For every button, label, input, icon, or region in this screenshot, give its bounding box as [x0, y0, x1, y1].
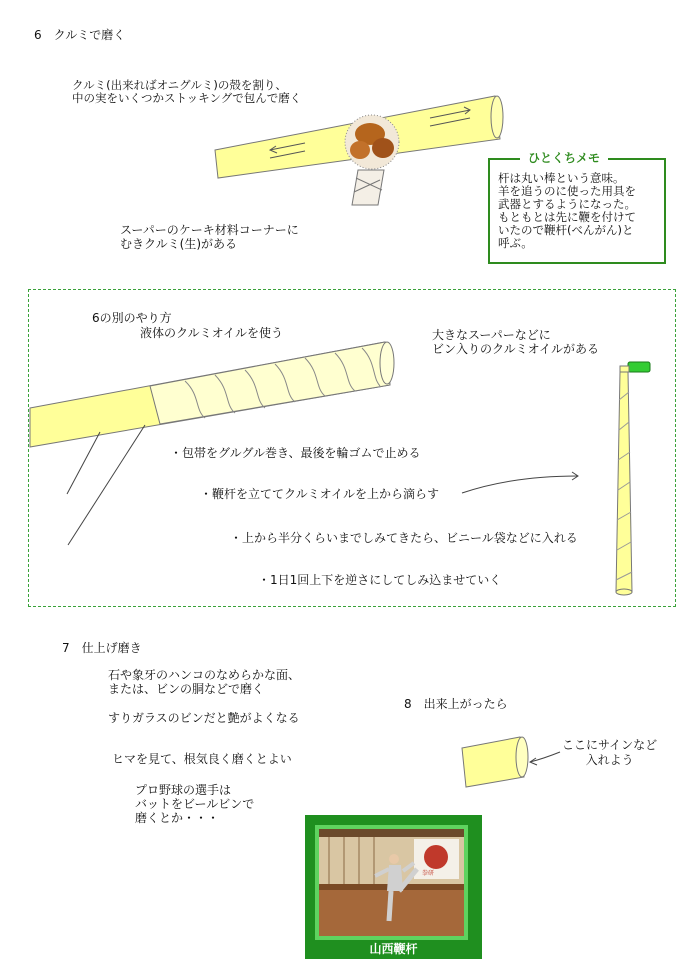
section7-line3: ヒマを見て、根気良く磨くとよい: [112, 752, 292, 766]
section8-heading: 8 出来上がったら: [404, 697, 508, 711]
section8-note: ここにサインなど 入れよう: [562, 738, 658, 767]
walnut-stocking-icon: [345, 115, 399, 205]
section7-heading: 7 仕上げ磨き: [62, 641, 142, 655]
section7-line2: すりガラスのビンだと艶がよくなる: [108, 711, 300, 725]
finished-stick-illustration: [462, 737, 560, 787]
martial-arts-photo: [315, 825, 468, 940]
photo-caption: 山西鞭杆: [369, 942, 418, 956]
section6-heading: 6 クルミで磨く: [34, 28, 126, 42]
section7-line1: 石や象牙のハンコのなめらかな面、 または、ビンの胴などで磨く: [108, 668, 301, 697]
alt-step-1: ・包帯をグルグル巻き、最後を輪ゴムで止める: [170, 446, 421, 460]
memo-body: 杆は丸い棒という意味。 羊を追うのに使った用具を 武器とするようになった。 もともとは先に鞭を付けて いたので鞭杆(べんがん)と 呼ぶ。: [498, 171, 636, 250]
alt-step-3: ・上から半分くらいまでしみてきたら、ビニール袋などに入れる: [230, 531, 578, 545]
photo-frame: [305, 815, 482, 959]
section7-line4: プロ野球の選手は バットをビールビンで 磨くとか・・・: [135, 783, 255, 825]
memo-box: [488, 151, 666, 264]
alt-step-2: ・鞭杆を立ててクルミオイルを上から滴らす: [200, 487, 440, 501]
alt-method-subtitle: 液体のクルミオイルを使う: [140, 326, 284, 340]
alt-method-title: 6の別のやり方: [92, 311, 172, 325]
svg-text:拳研: 拳研: [422, 870, 435, 877]
alt-step-4: ・1日1回上下を逆さにしてしみ込ませていく: [258, 573, 502, 587]
alt-method-note: 大きなスーパーなどに ビン入りのクルミオイルがある: [432, 328, 600, 357]
section6-description: クルミ(出来ればオニグルミ)の殻を割り、 中の実をいくつかストッキングで包んで磨く: [72, 78, 302, 106]
photo-scene: [319, 829, 464, 936]
memo-title: ひとくちメモ: [520, 151, 608, 166]
section6-tip: スーパーのケーキ材料コーナーに むきクルミ(生)がある: [120, 223, 299, 252]
